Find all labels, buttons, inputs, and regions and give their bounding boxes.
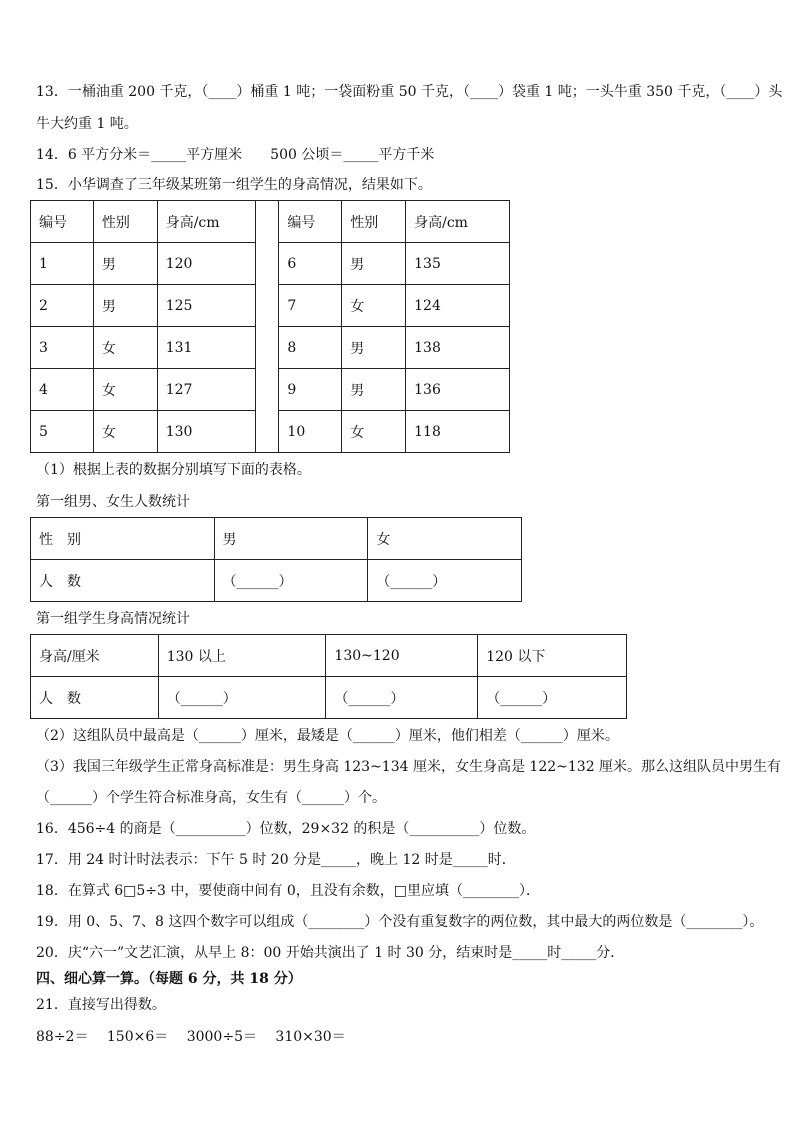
cell: 124: [406, 285, 510, 327]
table-gap: [255, 285, 279, 327]
answer-blank[interactable]: （______）: [478, 677, 627, 719]
table-row: [31, 677, 627, 719]
cell: 118: [406, 411, 510, 453]
q15-stem: 15．小华调查了三年级某班第一组学生的身高情况，结果如下。: [36, 177, 432, 193]
cell: 138: [406, 327, 510, 369]
cell: 2: [31, 285, 94, 327]
cell: 127: [157, 369, 255, 411]
table-row: [31, 560, 522, 602]
cell: 5: [31, 411, 94, 453]
q14: 14．6 平方分米＝_____平方厘米 500 公顷＝_____平方千米: [36, 147, 435, 163]
cell: 130~120: [326, 635, 478, 677]
cell: 4: [31, 369, 94, 411]
height-table-title: 第一组学生身高情况统计: [36, 611, 190, 627]
table-row: [31, 243, 510, 285]
q13-line2: 牛大约重 1 吨。: [36, 116, 138, 132]
q15-sub3-line1: （3）我国三年级学生正常身高标准是：男生身高 123~134 厘米，女生身高是 122~132 厘米。那么这组队员中男生有: [36, 759, 782, 775]
q15-sub2: （2）这组队员中最高是（______）厘米，最矮是（______）厘米，他们相差（______）厘米。: [36, 728, 619, 744]
q17: 17．用 24 时计时法表示：下午 5 时 20 分是_____，晚上 12 时是_____时．: [36, 852, 516, 868]
cell: 130 以上: [158, 635, 326, 677]
q15-sub3-line2: （______）个学生符合标准身高，女生有（______）个。: [36, 790, 386, 806]
cell: 男: [93, 285, 157, 327]
q21-items: 88÷2＝ 150×6＝ 3000÷5＝ 310×30＝: [36, 1029, 346, 1045]
cell: 人 数: [31, 677, 159, 719]
cell: 3: [31, 327, 94, 369]
table-header-row: [31, 201, 510, 243]
answer-blank[interactable]: （______）: [326, 677, 478, 719]
cell: 女: [342, 411, 406, 453]
gender-count-table: [30, 517, 522, 602]
cell: 7: [279, 285, 342, 327]
cell: 人 数: [31, 560, 215, 602]
height-data-table: [30, 200, 510, 453]
cell: 女: [93, 327, 157, 369]
q20: 20．庆“六一”文艺汇演，从早上 8：00 开始共演出了 1 时 30 分，结束时是_____时_____分．: [36, 945, 625, 961]
cell: 性 别: [31, 518, 215, 560]
table-row: [31, 411, 510, 453]
cell: 身高/厘米: [31, 635, 159, 677]
table-row: [31, 285, 510, 327]
table-gap: [255, 201, 279, 243]
cell: 120: [157, 243, 255, 285]
q21: 21．直接写出得数。: [36, 997, 166, 1013]
cell: 10: [279, 411, 342, 453]
table-gap: [255, 243, 279, 285]
table-gap: [255, 369, 279, 411]
cell: 男: [342, 369, 406, 411]
cell: 女: [93, 411, 157, 453]
header-cell: 编号: [31, 201, 94, 243]
cell: 1: [31, 243, 94, 285]
table-row: [31, 369, 510, 411]
q19: 19．用 0、5、7、8 这四个数字可以组成（________）个没有重复数字的两位数，其中最大的两位数是（________）。: [36, 914, 764, 930]
cell: 女: [342, 285, 406, 327]
cell: 125: [157, 285, 255, 327]
cell: 120 以下: [478, 635, 627, 677]
gender-table-title: 第一组男、女生人数统计: [36, 494, 190, 510]
header-cell: 性别: [93, 201, 157, 243]
q13-line1: 13．一桶油重 200 千克，（____）桶重 1 吨；一袋面粉重 50 千克，（____）袋重 1 吨；一头牛重 350 千克，（____）头: [36, 84, 783, 100]
q16: 16．456÷4 的商是（__________）位数，29×32 的积是（__________）位数。: [36, 821, 536, 837]
cell: 136: [406, 369, 510, 411]
cell: 女: [93, 369, 157, 411]
cell: 9: [279, 369, 342, 411]
answer-blank[interactable]: （______）: [158, 677, 326, 719]
cell: 男: [214, 518, 368, 560]
cell: 6: [279, 243, 342, 285]
header-cell: 编号: [279, 201, 342, 243]
answer-blank[interactable]: （______）: [214, 560, 368, 602]
header-cell: 身高/cm: [406, 201, 510, 243]
q15-sub1: （1）根据上表的数据分别填写下面的表格。: [36, 462, 311, 478]
cell: 130: [157, 411, 255, 453]
cell: 女: [368, 518, 522, 560]
header-cell: 性别: [342, 201, 406, 243]
table-gap: [255, 411, 279, 453]
cell: 男: [93, 243, 157, 285]
table-row: [31, 635, 627, 677]
cell: 男: [342, 327, 406, 369]
cell: 131: [157, 327, 255, 369]
cell: 135: [406, 243, 510, 285]
table-gap: [255, 327, 279, 369]
section-4-heading: 四、细心算一算。（每题 6 分，共 18 分）: [36, 971, 302, 987]
q18: 18．在算式 6□5÷3 中，要使商中间有 0，且没有余数，□里应填（________）．: [36, 883, 540, 899]
table-row: [31, 327, 510, 369]
height-range-table: [30, 634, 627, 719]
header-cell: 身高/cm: [157, 201, 255, 243]
answer-blank[interactable]: （______）: [368, 560, 522, 602]
cell: 男: [342, 243, 406, 285]
table-row: [31, 518, 522, 560]
cell: 8: [279, 327, 342, 369]
